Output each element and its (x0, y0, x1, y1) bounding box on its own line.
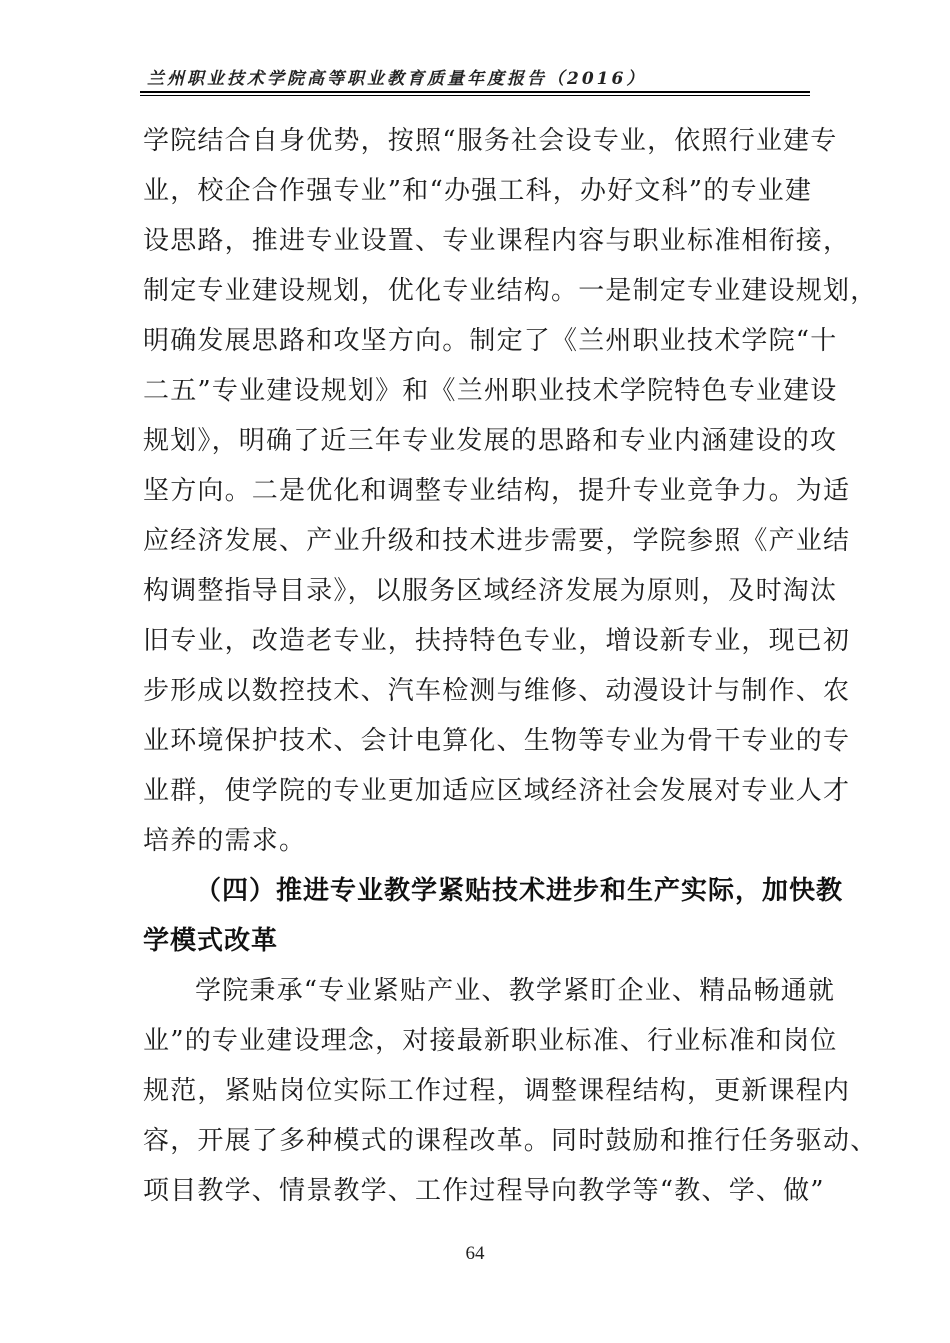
body-line: 旧专业，改造老专业，扶持特色专业，增设新专业，现已初 (143, 626, 851, 656)
body-line: 容，开展了多种模式的课程改革。同时鼓励和推行任务驱动、 (143, 1126, 878, 1156)
header-rule (140, 91, 810, 93)
body-line: 设思路，推进专业设置、专业课程内容与职业标准相衔接， (143, 226, 851, 256)
body-line: 应经济发展、产业升级和技术进步需要，学院参照《产业结 (143, 526, 851, 556)
body-line: 业，校企合作强专业”和“办强工科，办好文科”的专业建 (143, 176, 813, 206)
header-rule-secondary (140, 95, 810, 96)
body-line: 业环境保护技术、会计电算化、生物等专业为骨干专业的专 (143, 726, 851, 756)
body-line: 规范，紧贴岗位实际工作过程，调整课程结构，更新课程内 (143, 1076, 851, 1106)
body-line: 步形成以数控技术、汽车检测与维修、动漫设计与制作、农 (143, 676, 851, 706)
body-line: 二五”专业建设规划》和《兰州职业技术学院特色专业建设 (143, 376, 838, 406)
running-header: 兰州职业技术学院高等职业教育质量年度报告（2016） (147, 69, 647, 89)
section-heading: （四）推进专业教学紧贴技术进步和生产实际，加快教 (195, 876, 844, 906)
body-line: 培养的需求。 (143, 826, 307, 856)
body-line: 业”的专业建设理念，对接最新职业标准、行业标准和岗位 (143, 1026, 838, 1056)
body-line: 学院秉承“专业紧贴产业、教学紧盯企业、精品畅通就 (195, 976, 836, 1006)
section-heading-continued: 学模式改革 (143, 926, 279, 956)
body-line: 构调整指导目录》，以服务区域经济发展为原则，及时淘汰 (143, 576, 838, 606)
body-line: 明确发展思路和攻坚方向。制定了《兰州职业技术学院“十 (143, 326, 838, 356)
body-line: 业群，使学院的专业更加适应区域经济社会发展对专业人才 (143, 776, 851, 806)
body-line: 坚方向。二是优化和调整专业结构，提升专业竞争力。为适 (143, 476, 851, 506)
body-line: 规划》，明确了近三年专业发展的思路和专业内涵建设的攻 (143, 426, 838, 456)
body-line: 项目教学、情景教学、工作过程导向教学等“教、学、做” (143, 1176, 825, 1206)
body-line: 制定专业建设规划，优化专业结构。一是制定专业建设规划， (143, 276, 878, 306)
page-number: 64 (465, 1243, 485, 1264)
body-line: 学院结合自身优势，按照“服务社会设专业，依照行业建专 (143, 126, 838, 156)
